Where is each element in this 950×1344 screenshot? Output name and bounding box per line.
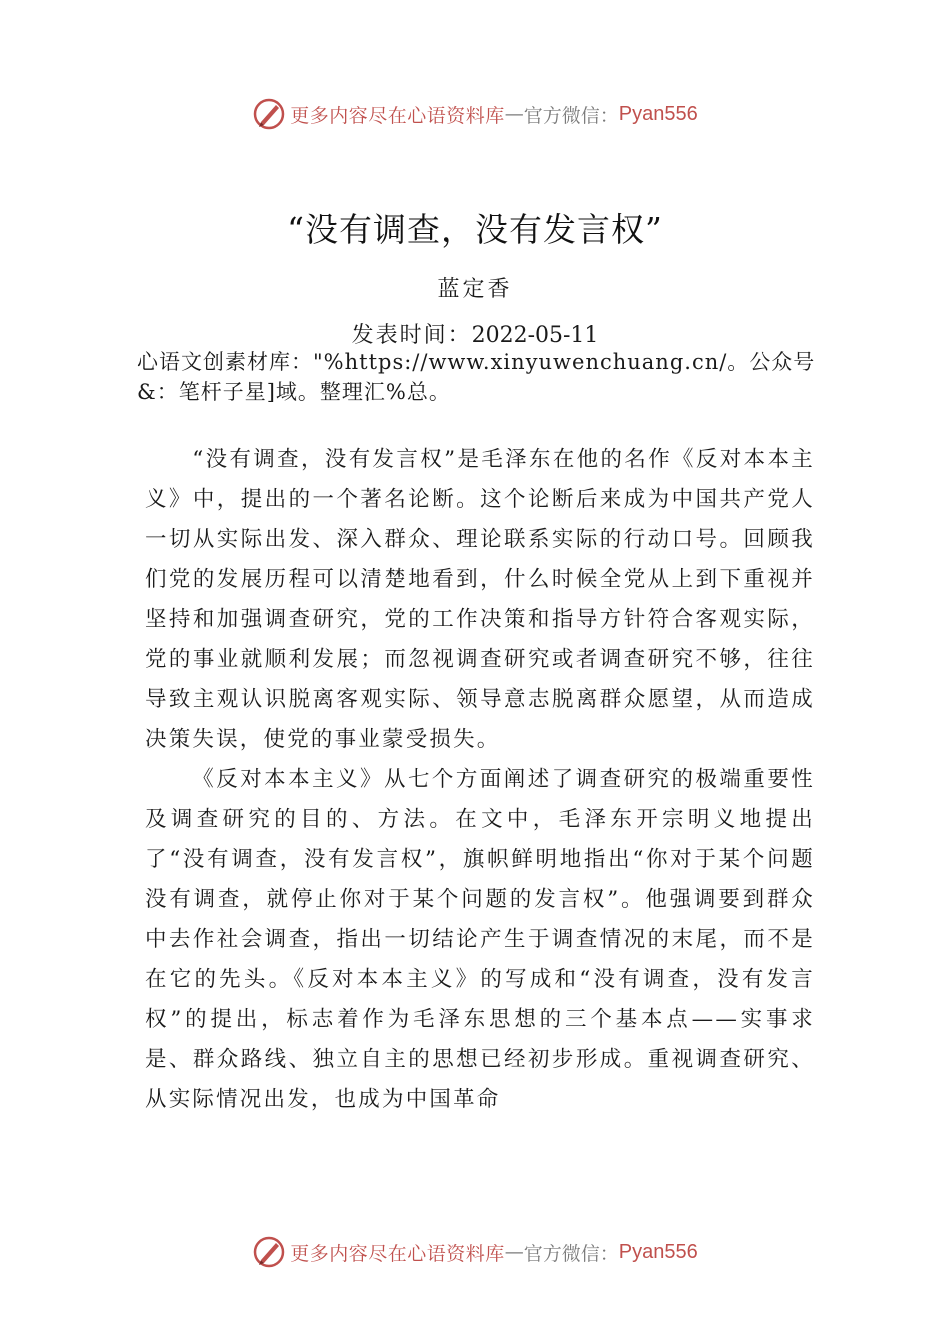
source-note: 心语文创素材库："%https://www.xinyuwenchuang.cn/。公众号&：笔杆子星]域。整理汇%总。 [137,350,816,404]
banner-dash: — [504,103,524,125]
pen-logo-icon [252,1235,286,1269]
banner-wechat-id: Pyan556 [618,1240,698,1263]
pen-logo-icon [252,97,286,131]
publish-date-value: 2022-05-11 [471,323,599,348]
header-banner [0,92,950,136]
publish-date [0,318,950,349]
article-body [145,440,815,1120]
paragraph-2: 《反对本本主义》从七个方面阐述了调查研究的极端重要性及调查研究的目的、方法。在文中，毛泽东开宗明义地提出了“没有调查，没有发言权”，旗帜鲜明地指出“你对于某个问题没有调查，就停止你对于某个问题的发言权”。他强调要到群众中去作社会调查，指出一切结论产生于调查情况的末尾，而不是在它的先头。《反对本本主义》的写成和“没有调查，没有发言权”的提出，标志着作为毛泽东思想的三个基本点——实事求是、群众路线、独立自主的思想已经初步形成。重视调查研究、从实际情况出发，也成为中国革命 [145,767,815,1112]
article-author: 蓝定香 [437,277,513,302]
footer-banner [0,1230,950,1274]
banner-main-text: 更多内容尽在心语资料库 [290,1242,505,1265]
publish-date-label: 发表时间： [351,323,472,348]
banner-wechat-label: 官方微信： [523,1242,619,1265]
banner-wechat-id: Pyan556 [618,102,698,125]
banner-main-text: 更多内容尽在心语资料库 [290,104,505,127]
article-title: “没有调查，没有发言权” [287,210,663,249]
banner-dash: — [504,1241,524,1263]
paragraph-1: “没有调查，没有发言权”是毛泽东在他的名作《反对本本主义》中，提出的一个著名论断。这个论断后来成为中国共产党人一切从实际出发、深入群众、理论联系实际的行动口号。回顾我们党的发展历程可以清楚地看到，什么时候全党从上到下重视并坚持和加强调查研究，党的工作决策和指导方针符合客观实际，党的事业就顺利发展；而忽视调查研究或者调查研究不够，往往导致主观认识脱离客观实际、领导意志脱离群众愿望，从而造成决策失误，使党的事业蒙受损失。 [145,447,815,752]
banner-wechat-label: 官方微信： [523,104,619,127]
